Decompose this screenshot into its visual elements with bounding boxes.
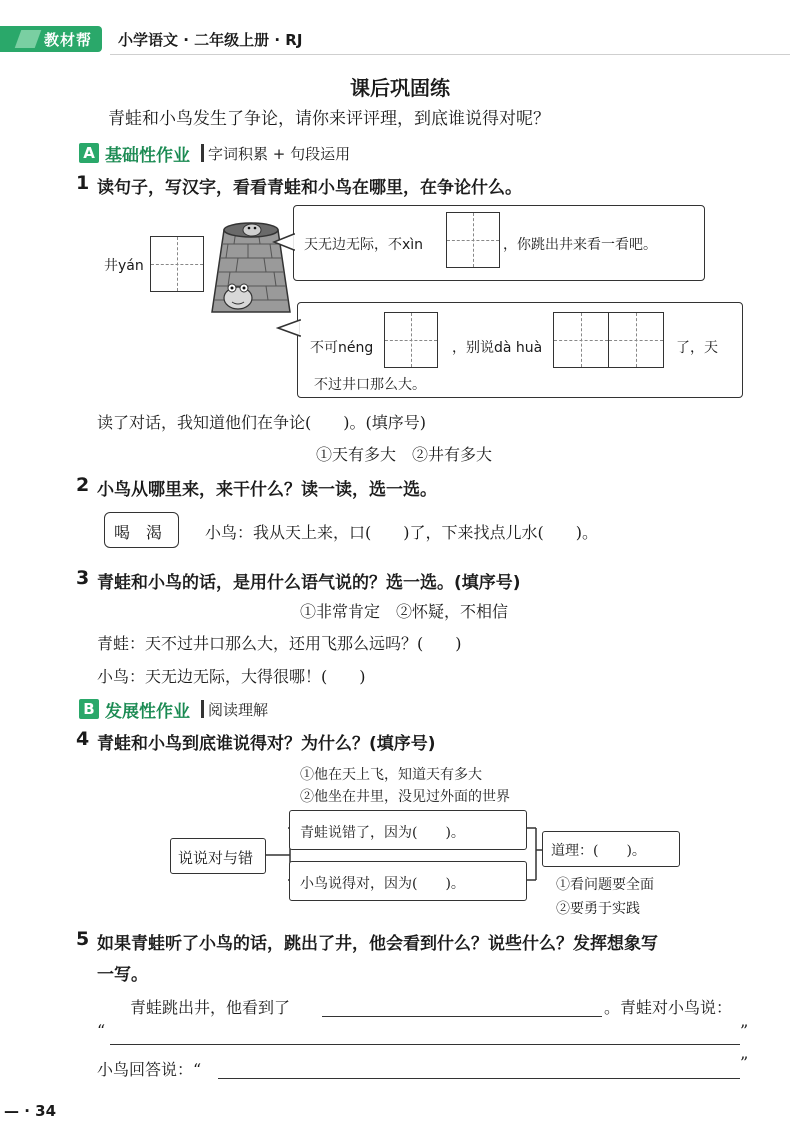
- q5-fill1-prefix: 青蛙跳出井，他看到了: [130, 998, 291, 1017]
- q5-bird-reply-line[interactable]: [218, 1078, 740, 1079]
- bubble2-text-suffix: 了，天: [676, 340, 718, 356]
- q4-reason-2: ②他坐在井里，没见过外面的世界: [300, 789, 510, 805]
- q5-fill1-suffix: 。青蛙对小鸟说：: [604, 998, 733, 1017]
- page-number: — · 34: [4, 1102, 57, 1120]
- q3-bird-line: 小鸟：天无边无际，大得很哪！( ): [97, 667, 366, 686]
- brand-label: 教材帮: [44, 31, 93, 49]
- section-b-subtitle: 阅读理解: [208, 701, 269, 719]
- q5-close-quote-1: ”: [740, 1021, 749, 1040]
- q5-number: 5: [76, 928, 90, 950]
- well-label: 井yán: [104, 258, 144, 274]
- page-title: 课后巩固练: [350, 76, 450, 100]
- q3-options: ①非常肯定 ②怀疑，不相信: [300, 602, 509, 621]
- q1-options: ①天有多大 ②井有多大: [316, 445, 493, 464]
- intro-text: 青蛙和小鸟发生了争论，请你来评评理，到底谁说得对呢？: [108, 109, 550, 129]
- q5-fill1-line[interactable]: [322, 1016, 602, 1017]
- q4-number: 4: [76, 728, 90, 750]
- truth-option-1: ①看问题要全面: [556, 877, 654, 893]
- q3-question: 青蛙和小鸟的话，是用什么语气说的？选一选。(填序号): [97, 573, 521, 593]
- q2-question: 小鸟从哪里来，来干什么？读一读，选一选。: [97, 480, 437, 500]
- q5-frog-speech-line[interactable]: [110, 1044, 740, 1045]
- brand-tab: [0, 26, 102, 52]
- truth-option-2: ②要勇于实践: [556, 901, 640, 917]
- dahua-grid-2[interactable]: [608, 312, 664, 368]
- section-a-title: 基础性作业: [105, 146, 190, 166]
- bubble2-text-mid: ，别说dà huà: [452, 340, 543, 356]
- section-a-subtitle: 字词积累 + 句段运用: [208, 145, 351, 163]
- bubble2-text-prefix: 不可néng: [310, 340, 374, 356]
- q1-question: 读句子，写汉字，看看青蛙和小鸟在哪里，在争论什么。: [97, 178, 522, 198]
- neng-grid[interactable]: [384, 312, 438, 368]
- section-a-divider: [201, 144, 204, 162]
- q2-sentence: 小鸟：我从天上来，口( )了，下来找点儿水( )。: [205, 523, 598, 542]
- q5-close-quote-2: ”: [740, 1053, 749, 1072]
- section-b-title: 发展性作业: [105, 702, 190, 722]
- bubble-frog-tail: [276, 318, 302, 338]
- word-choice-text: 喝 渴: [114, 523, 163, 542]
- bubble-bird-tail: [272, 232, 296, 252]
- bubble1-text-suffix: ，你跳出井来看一看吧。: [503, 237, 657, 253]
- section-a-badge: A: [79, 143, 99, 163]
- q5-question-line2: 一写。: [97, 965, 148, 985]
- right-wrong-label: 说说对与错: [178, 849, 254, 867]
- book-title: 小学语文 · 二年级上册 · RJ: [118, 31, 303, 49]
- q4-question: 青蛙和小鸟到底谁说得对？为什么？(填序号): [97, 734, 436, 754]
- q3-frog-line: 青蛙：天不过井口那么大，还用飞那么远吗？( ): [97, 634, 462, 653]
- q4-reason-1: ①他在天上飞，知道天有多大: [300, 767, 482, 783]
- q5-open-quote: “: [97, 1021, 106, 1040]
- bubble1-text-prefix: 天无边无际，不xìn: [304, 237, 424, 253]
- dahua-grid-1[interactable]: [553, 312, 609, 368]
- q5-question-line1: 如果青蛙听了小鸟的话，跳出了井，他会看到什么？说些什么？发挥想象写: [97, 934, 658, 954]
- xin-grid[interactable]: [446, 212, 500, 268]
- frog-reason-text: 青蛙说错了，因为( )。: [300, 825, 465, 841]
- header-divider: [110, 54, 790, 55]
- q5-bird-reply-prefix: 小鸟回答说：“: [97, 1060, 202, 1079]
- q1-number: 1: [76, 172, 90, 194]
- well-frog-illustration: [206, 212, 296, 320]
- section-b-badge: B: [79, 699, 99, 719]
- bubble2-text-line2: 不过井口那么大。: [314, 377, 426, 393]
- bird-reason-text: 小鸟说得对，因为( )。: [300, 876, 465, 892]
- well-grid-1[interactable]: [150, 236, 204, 292]
- truth-text: 道理：( )。: [551, 843, 646, 859]
- q2-number: 2: [76, 474, 90, 496]
- section-b-divider: [201, 700, 204, 718]
- q3-number: 3: [76, 567, 90, 589]
- q1-after-text: 读了对话，我知道他们在争论( )。(填序号): [97, 413, 426, 432]
